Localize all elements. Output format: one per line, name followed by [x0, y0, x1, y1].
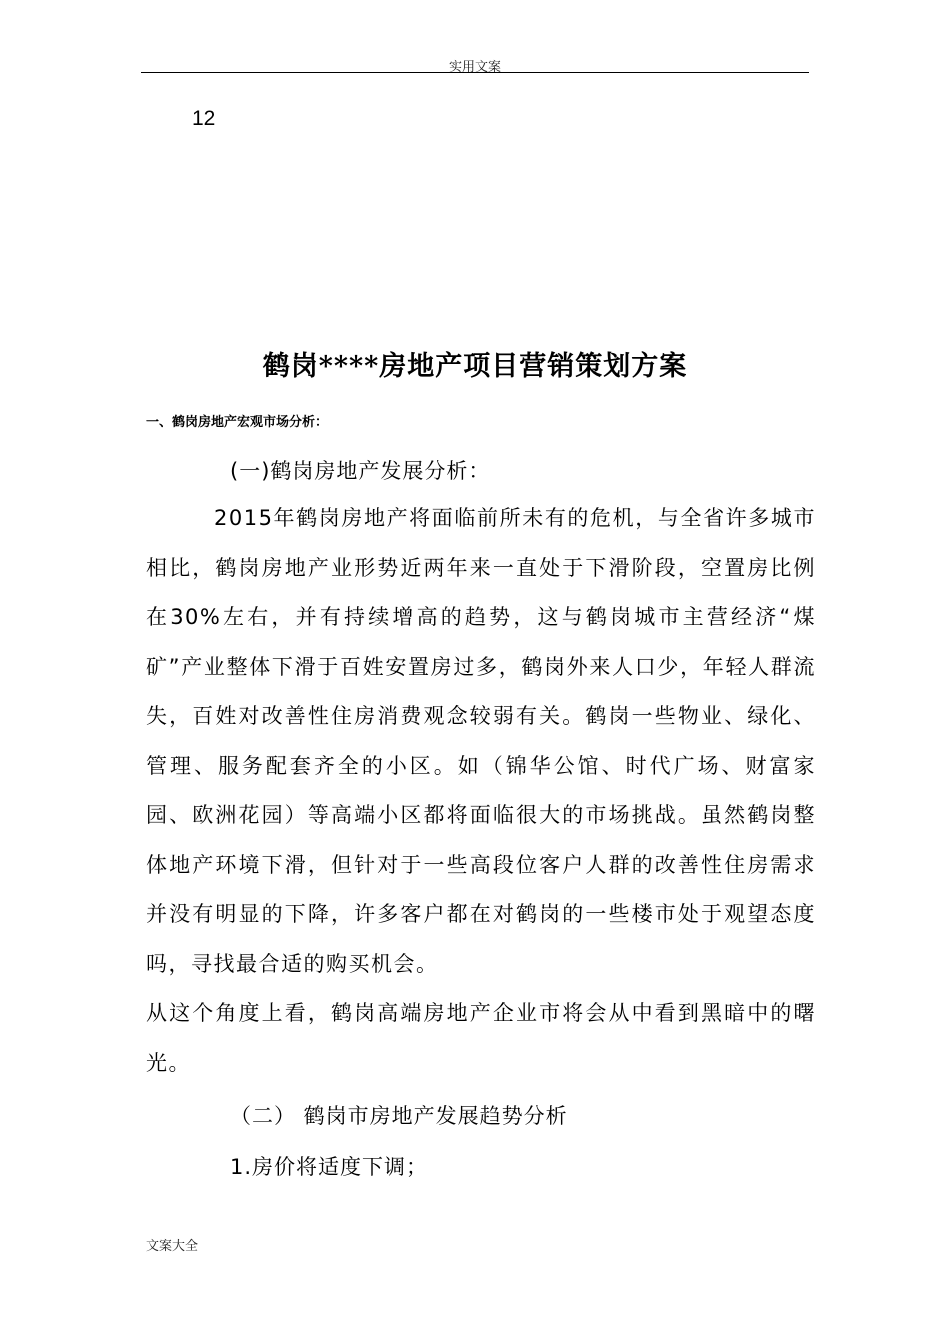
header-rule [141, 72, 809, 73]
body-paragraph-2 [146, 989, 816, 1088]
subheading-2: （二） 鹤岗市房地产发展趋势分析 [230, 1104, 568, 1128]
list-item-1: 1.房价将适度下调； [230, 1155, 429, 1179]
document-title: 鹤岗****房地产项目营销策划方案 [262, 351, 688, 382]
paragraph-text: 从这个角度上看，鹤岗高端房地产企业市将会从中看到黑暗中的曙光。 [146, 1001, 816, 1075]
subheading-1: (一)鹤岗房地产发展分析： [230, 459, 491, 483]
page-header: 实用文案 [448, 60, 501, 75]
section-heading: 一、鹤岗房地产宏观市场分析： [146, 415, 329, 430]
page-footer: 文案大全 [146, 1239, 199, 1254]
body-paragraph-1 [146, 494, 816, 989]
paragraph-text: 2015年鹤岗房地产将面临前所未有的危机，与全省许多城市相比，鹤岗房地产业形势近两年来一直处于下滑阶段，空置房比例在30%左右，并有持续增高的趋势，这与鹤岗城市主营经济“煤矿”产业整体下滑于百姓安置房过多，鹤岗外来人口少，年轻人群流失，百姓对改善性住房消费观念较弱有关。鹤岗一些物业、绿化、管理、服务配套齐全的小区。如（锦华公馆、时代广场、财富家园、欧洲花园）等高端小区都将面临很大的市场挑战。虽然鹤岗整体地产环境下滑，但针对于一些高段位客户人群的改善性住房需求并没有明显的下降，许多客户都在对鹤岗的一些楼市处于观望态度吗，寻找最合适的购买机会。 [146, 506, 816, 976]
page-number: 12 [192, 107, 216, 130]
